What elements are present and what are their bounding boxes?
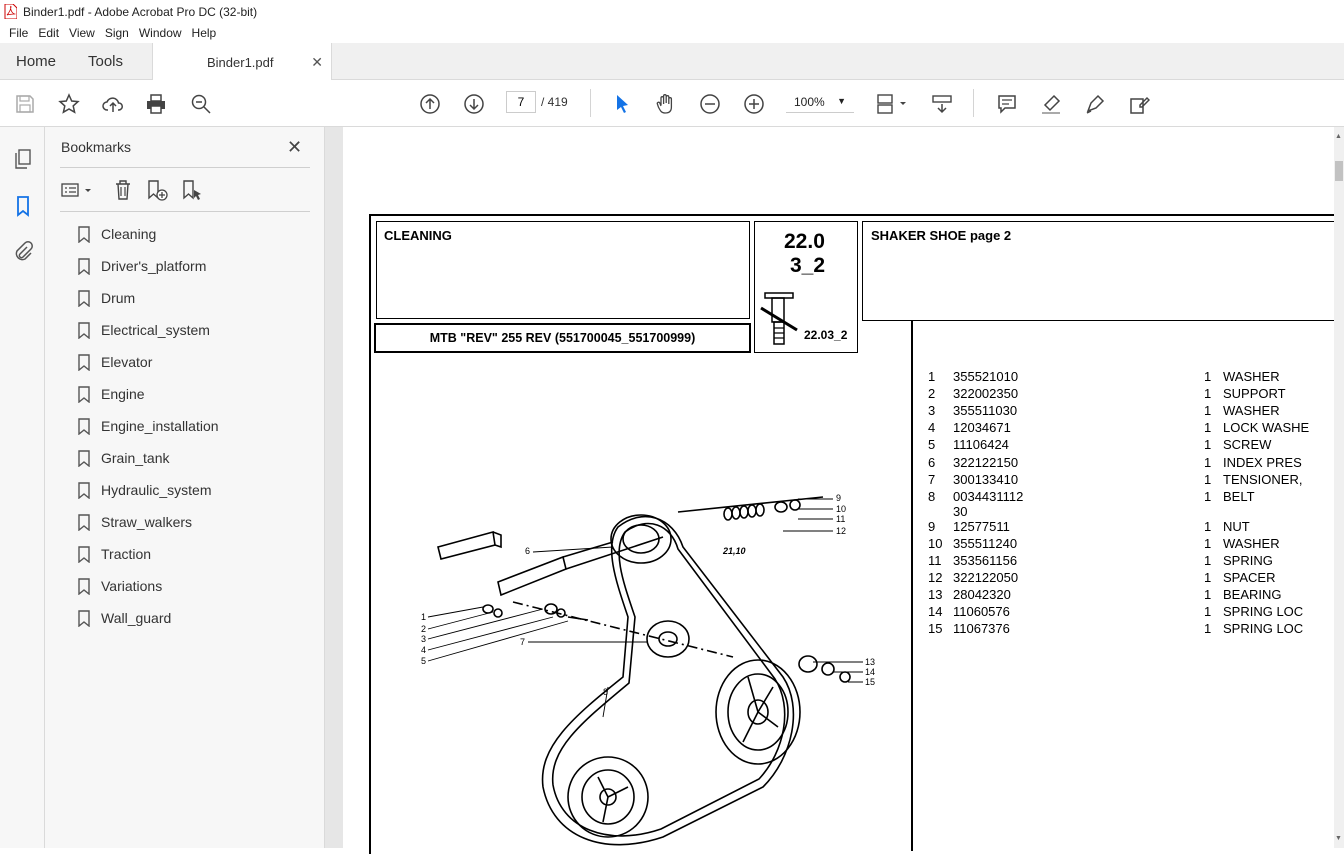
- part-qty: 1: [1204, 386, 1212, 402]
- separator: [590, 89, 591, 117]
- bookmark-icon: [77, 354, 91, 371]
- part-description: SPACER: [1223, 570, 1276, 585]
- bookmark-label: Driver's_platform: [101, 258, 207, 274]
- tab-document[interactable]: [152, 43, 332, 81]
- part-code: 12577511: [953, 518, 1010, 534]
- part-description: SPRING LOC: [1223, 621, 1304, 637]
- part-code: 322002350: [953, 386, 1019, 402]
- part-number: 3: [928, 403, 936, 419]
- code-line-1: 22.0: [784, 230, 825, 253]
- part-code: 11067376: [953, 621, 1010, 637]
- page-number-input[interactable]: [506, 91, 536, 113]
- bookmark-icon: [77, 418, 91, 435]
- part-number: 9: [928, 518, 936, 534]
- part-qty: 1: [1204, 587, 1212, 603]
- bookmark-icon: [77, 258, 91, 275]
- part-code: 11060576: [953, 604, 1010, 620]
- part-qty: 1: [1204, 437, 1212, 453]
- bookmarks-panel: [45, 127, 325, 848]
- star-icon[interactable]: [56, 91, 82, 117]
- component-thumbnail-icon: [759, 292, 799, 348]
- menu-window[interactable]: Window: [138, 26, 182, 40]
- part-number: 6: [928, 454, 936, 470]
- callout-8: 8: [603, 687, 609, 697]
- code-sub: 22.03_2: [804, 328, 848, 342]
- part-number: 2: [928, 386, 936, 402]
- part-description: SCREW: [1223, 437, 1272, 453]
- select-cursor-icon[interactable]: [609, 91, 635, 117]
- bookmark-label: Electrical_system: [101, 322, 210, 338]
- zoom-in-icon[interactable]: [741, 91, 767, 117]
- tab-document-label: Binder1.pdf: [207, 54, 274, 70]
- bookmark-item[interactable]: [77, 446, 169, 470]
- bookmark-icon: [77, 482, 91, 499]
- bookmark-icon: [77, 610, 91, 627]
- parts-row: [928, 472, 1344, 489]
- page-total: / 419: [541, 95, 568, 109]
- part-description: TENSIONER,: [1223, 471, 1303, 487]
- parts-row: [928, 621, 1344, 638]
- exploded-diagram: [403, 487, 883, 847]
- bookmark-options-icon[interactable]: [60, 178, 94, 202]
- bookmark-label: Cleaning: [101, 226, 157, 242]
- part-code: 12034671: [953, 420, 1011, 436]
- attachment-icon[interactable]: [11, 240, 35, 264]
- bookmark-item[interactable]: [77, 414, 219, 438]
- part-qty: 1: [1204, 535, 1212, 551]
- model-title: MTB "REV" 255 REV (551700045_551700999): [429, 331, 696, 345]
- tab-home[interactable]: Home: [16, 53, 57, 70]
- part-description: NUT: [1223, 518, 1250, 534]
- parts-row: [928, 604, 1344, 621]
- callout-11: 11: [836, 514, 846, 524]
- part-qty: 1: [1204, 454, 1212, 470]
- menu-file[interactable]: File: [9, 26, 29, 40]
- bookmark-label: Wall_guard: [101, 610, 172, 626]
- part-qty: 1: [1204, 369, 1212, 384]
- callout-13: 13: [865, 657, 876, 667]
- parts-row: [928, 403, 1344, 420]
- scroll-mode-icon[interactable]: [929, 91, 955, 117]
- next-page-icon[interactable]: [461, 91, 487, 117]
- callout-4: 4: [421, 645, 427, 655]
- part-description: BEARING: [1223, 587, 1282, 603]
- part-code: 11106424: [953, 437, 1009, 453]
- save-icon[interactable]: [12, 91, 38, 117]
- part-qty: 1: [1204, 570, 1212, 585]
- parts-row: [928, 455, 1344, 472]
- scroll-up-icon[interactable]: ▲: [1335, 133, 1342, 140]
- menu-bar: [0, 23, 1344, 43]
- menu-edit[interactable]: Edit: [38, 26, 60, 40]
- model-box: [374, 323, 751, 353]
- callout-6: 6: [525, 546, 531, 556]
- new-bookmark-icon[interactable]: [145, 178, 169, 202]
- page-left-rule: [369, 214, 371, 854]
- bookmark-item[interactable]: [77, 478, 211, 502]
- bookmark-item[interactable]: [77, 542, 151, 566]
- callout-14: 14: [865, 667, 876, 677]
- divider: [60, 167, 310, 168]
- part-number: 10: [928, 535, 943, 551]
- separator: [973, 89, 974, 117]
- code-box: [754, 221, 858, 353]
- part-description: BELT: [1223, 488, 1255, 504]
- part-code: 353561156: [953, 552, 1018, 568]
- section-title: CLEANING: [384, 228, 452, 243]
- toolbar: [0, 80, 1344, 127]
- part-description: WASHER: [1223, 403, 1280, 419]
- parts-row: [928, 570, 1344, 587]
- acrobat-icon: [4, 4, 17, 19]
- part-number: 1: [928, 369, 936, 384]
- part-description: SUPPORT: [1223, 386, 1286, 402]
- document-viewer[interactable]: [325, 127, 1344, 848]
- print-icon[interactable]: [143, 91, 169, 117]
- part-qty: 1: [1204, 604, 1212, 620]
- part-code: 322122050: [953, 570, 1019, 585]
- draw-pen-icon[interactable]: [1082, 91, 1108, 117]
- bookmark-item[interactable]: [77, 318, 210, 342]
- description-title: SHAKER SHOE page 2: [871, 228, 1012, 243]
- bookmark-icon: [77, 322, 91, 339]
- left-rail: [0, 127, 45, 848]
- callout-10: 10: [836, 504, 847, 514]
- parts-row: [928, 553, 1344, 570]
- parts-row: [928, 386, 1344, 403]
- fill-sign-icon[interactable]: [1126, 91, 1152, 117]
- part-number: 11: [928, 552, 942, 568]
- callout-2: 2: [421, 624, 427, 634]
- part-qty: 1: [1204, 488, 1212, 504]
- part-code: 300133410: [953, 471, 1019, 487]
- part-description: WASHER: [1223, 369, 1280, 384]
- previous-page-icon[interactable]: [417, 91, 443, 117]
- callout-12: 12: [836, 526, 847, 536]
- part-qty: 1: [1204, 420, 1212, 436]
- bookmark-item[interactable]: [77, 254, 206, 278]
- parts-row: [928, 587, 1344, 604]
- bookmark-label: Grain_tank: [101, 450, 170, 466]
- comment-icon[interactable]: [994, 91, 1020, 117]
- bookmark-icon: [77, 514, 91, 531]
- bookmark-label: Traction: [101, 546, 152, 562]
- close-tab-icon[interactable]: ✕: [311, 54, 323, 70]
- menu-help[interactable]: Help: [191, 26, 217, 40]
- part-code: 355511030: [953, 403, 1018, 419]
- vertical-scrollbar[interactable]: [1334, 127, 1344, 848]
- part-code: 355511240: [953, 535, 1018, 551]
- zoom-out-icon[interactable]: [697, 91, 723, 117]
- tab-tools[interactable]: Tools: [88, 53, 124, 70]
- code-line-2: 3_2: [790, 254, 826, 277]
- parts-row: [928, 488, 1344, 519]
- bookmark-item[interactable]: [77, 510, 192, 534]
- column-divider: [911, 321, 913, 851]
- tab-bar: [0, 43, 1344, 80]
- bookmark-icon: [77, 450, 91, 467]
- upload-cloud-icon[interactable]: [100, 91, 126, 117]
- find-bookmark-icon[interactable]: [180, 178, 204, 202]
- parts-row: [928, 536, 1344, 553]
- bookmark-item[interactable]: [77, 222, 156, 246]
- part-description: LOCK WASHE: [1223, 420, 1310, 436]
- part-number: 8: [928, 488, 936, 504]
- close-icon[interactable]: ✕: [287, 137, 303, 157]
- hand-tool-icon[interactable]: [653, 91, 679, 117]
- bookmark-icon: [77, 226, 91, 243]
- bookmark-item[interactable]: [77, 286, 135, 310]
- part-qty: 1: [1204, 403, 1212, 419]
- part-qty: 1: [1204, 552, 1212, 568]
- scroll-down-icon[interactable]: ▼: [1335, 835, 1342, 842]
- bookmark-label: Hydraulic_system: [101, 482, 212, 498]
- divider: [60, 211, 310, 212]
- part-qty: 1: [1204, 518, 1212, 534]
- part-number: 4: [928, 420, 936, 436]
- window-title: Binder1.pdf - Adobe Acrobat Pro DC (32-bit): [23, 4, 258, 19]
- callout-9: 9: [836, 493, 842, 503]
- parts-row: [928, 437, 1344, 454]
- part-description: SPRING: [1223, 552, 1273, 568]
- part-code: 0034431112: [953, 488, 1024, 504]
- zoom-search-icon[interactable]: [188, 91, 214, 117]
- bookmark-icon: [77, 546, 91, 563]
- part-code: 355521010: [953, 369, 1019, 384]
- title-bar: [0, 0, 1344, 23]
- page-layout-icon[interactable]: [874, 91, 910, 117]
- callout-15: 15: [865, 677, 876, 687]
- bookmark-label: Drum: [101, 290, 136, 306]
- callout-7: 7: [520, 637, 526, 647]
- parts-row: [928, 519, 1344, 536]
- page-top-rule: [369, 214, 1339, 216]
- pdf-page: [343, 127, 1335, 848]
- part-number: 14: [928, 604, 943, 620]
- part-number: 7: [928, 471, 936, 487]
- zoom-select[interactable]: [786, 91, 854, 113]
- chevron-down-icon: ▼: [837, 96, 846, 106]
- part-number: 13: [928, 587, 943, 603]
- part-qty: 1: [1204, 471, 1212, 487]
- parts-row: [928, 369, 1344, 386]
- menu-view[interactable]: View: [69, 26, 95, 40]
- part-number: 5: [928, 437, 936, 453]
- bookmark-label: Engine_installation: [101, 418, 219, 434]
- bookmark-icon: [77, 578, 91, 595]
- bookmark-label: Elevator: [101, 354, 153, 370]
- belt-outline: [543, 517, 794, 845]
- delete-bookmark-icon[interactable]: [111, 178, 135, 202]
- scroll-thumb[interactable]: [1335, 161, 1343, 181]
- bookmark-label: Engine: [101, 386, 145, 402]
- callout-5: 5: [421, 656, 427, 666]
- callout-1: 1: [421, 612, 427, 622]
- part-number: 15: [928, 621, 943, 637]
- zoom-value: 100%: [794, 94, 825, 109]
- bookmark-panel-icon[interactable]: [11, 194, 35, 218]
- bookmarks-title: Bookmarks: [61, 139, 132, 155]
- bookmark-item[interactable]: [77, 350, 152, 374]
- part-description: INDEX PRES: [1223, 454, 1302, 470]
- page-thumbnails-icon[interactable]: [11, 147, 35, 171]
- parts-list: [928, 369, 1344, 639]
- highlight-pen-icon[interactable]: [1038, 91, 1064, 117]
- part-code: 28042320: [953, 587, 1011, 603]
- part-code-continued: 30: [953, 503, 968, 519]
- description-box: [862, 221, 1342, 321]
- part-code: 322122150: [953, 454, 1019, 470]
- bookmark-icon: [77, 386, 91, 403]
- part-description: SPRING LOC: [1223, 604, 1304, 620]
- part-qty: 1: [1204, 621, 1212, 637]
- callout-3: 3: [421, 634, 427, 644]
- part-description: WASHER: [1223, 535, 1280, 551]
- bookmark-item[interactable]: [77, 606, 171, 630]
- bookmark-label: Straw_walkers: [101, 514, 193, 530]
- menu-sign[interactable]: Sign: [104, 26, 129, 40]
- bookmark-icon: [77, 290, 91, 307]
- part-number: 12: [928, 570, 943, 585]
- bookmark-label: Variations: [101, 578, 163, 594]
- bookmark-item[interactable]: [77, 574, 162, 598]
- parts-row: [928, 420, 1344, 437]
- diagram-ref-label: 21,10: [723, 546, 746, 556]
- bookmark-item[interactable]: [77, 382, 145, 406]
- section-box: [376, 221, 750, 319]
